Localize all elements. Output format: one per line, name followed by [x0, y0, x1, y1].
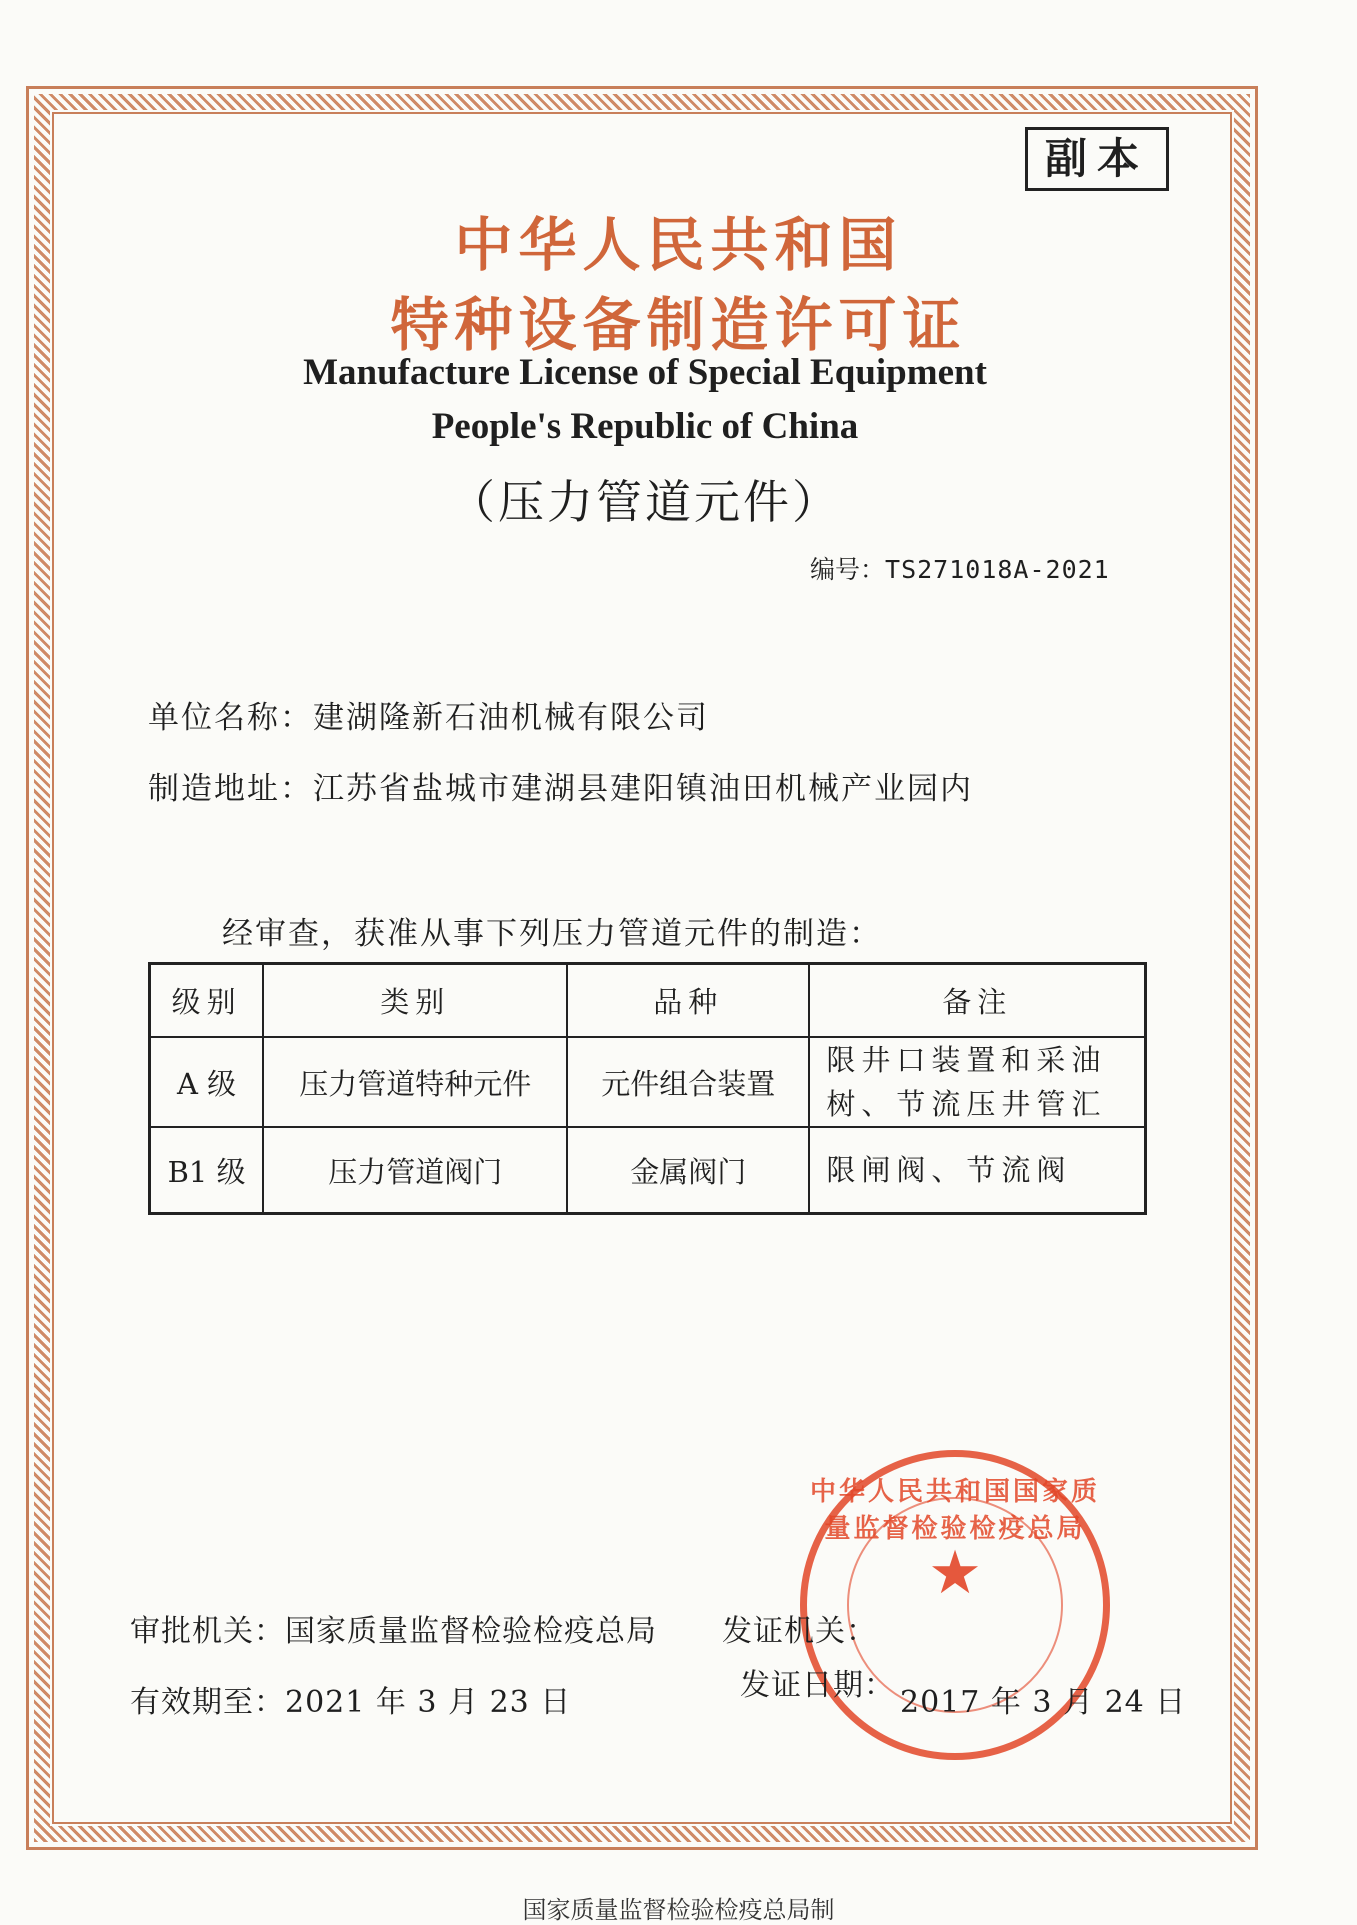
unit-name [148, 692, 709, 737]
table-row [150, 1127, 1146, 1214]
seal-text: 中华人民共和国国家质量监督检验检疫总局 [809, 1477, 1100, 1544]
cell-level: B1 级 [150, 1127, 264, 1214]
issue-date-value: 2017 年 3 月 24 日 [900, 1685, 1187, 1720]
issuer-footnote: 国家质量监督检验检疫总局制 [522, 1896, 835, 1924]
valid-until-value: 2021 年 3 月 23 日 [285, 1685, 572, 1720]
header-level: 级别 [150, 964, 264, 1038]
cell-note: 限闸阀、节流阀 [809, 1127, 1145, 1214]
address-label: 制造地址： [148, 771, 313, 807]
title-en-line2: People's Republic of China [431, 406, 859, 447]
title-en-line1: Manufacture License of Special Equipment [303, 352, 987, 393]
header-variety: 品种 [567, 964, 809, 1038]
title-cn-line1: 中华人民共和国 [454, 211, 903, 279]
address-value: 江苏省盐城市建湖县建阳镇油田机械产业园内 [313, 771, 973, 807]
approval-authority [130, 1606, 657, 1650]
manufacture-address [148, 763, 973, 808]
approval-intro: 经审查，获准从事下列压力管道元件的制造： [222, 916, 882, 952]
license-number-value: TS271018A-2021 [885, 555, 1110, 584]
issue-date-label: 发证日期： [740, 1668, 895, 1703]
table-row [150, 1037, 1146, 1127]
license-number [810, 550, 1110, 586]
subtitle: （压力管道元件） [449, 475, 841, 529]
valid-until-label: 有效期至： [130, 1685, 285, 1720]
unit-name-value: 建湖隆新石油机械有限公司 [313, 700, 709, 736]
table-header-row [150, 964, 1146, 1038]
header-note: 备注 [809, 964, 1145, 1038]
approval-authority-label: 审批机关： [130, 1614, 285, 1649]
national-emblem-icon: ★ [928, 1538, 982, 1608]
valid-until [130, 1677, 571, 1721]
approval-authority-value: 国家质量监督检验检疫总局 [285, 1614, 657, 1649]
cell-level: A 级 [150, 1037, 264, 1127]
license-scope-table [148, 962, 1147, 1215]
unit-name-label: 单位名称： [148, 700, 313, 736]
cell-category: 压力管道特种元件 [263, 1037, 567, 1127]
cell-category: 压力管道阀门 [263, 1127, 567, 1214]
copy-mark: 副本 [1025, 127, 1169, 191]
header-category: 类别 [263, 964, 567, 1038]
cell-note: 限井口装置和采油树、节流压井管汇 [809, 1037, 1145, 1127]
title-cn-line2: 特种设备制造许可证 [390, 291, 967, 359]
issuing-authority-label: 发证机关： [722, 1614, 877, 1649]
cell-variety: 元件组合装置 [567, 1037, 809, 1127]
license-number-label: 编号： [810, 555, 886, 584]
cell-variety: 金属阀门 [567, 1127, 809, 1214]
